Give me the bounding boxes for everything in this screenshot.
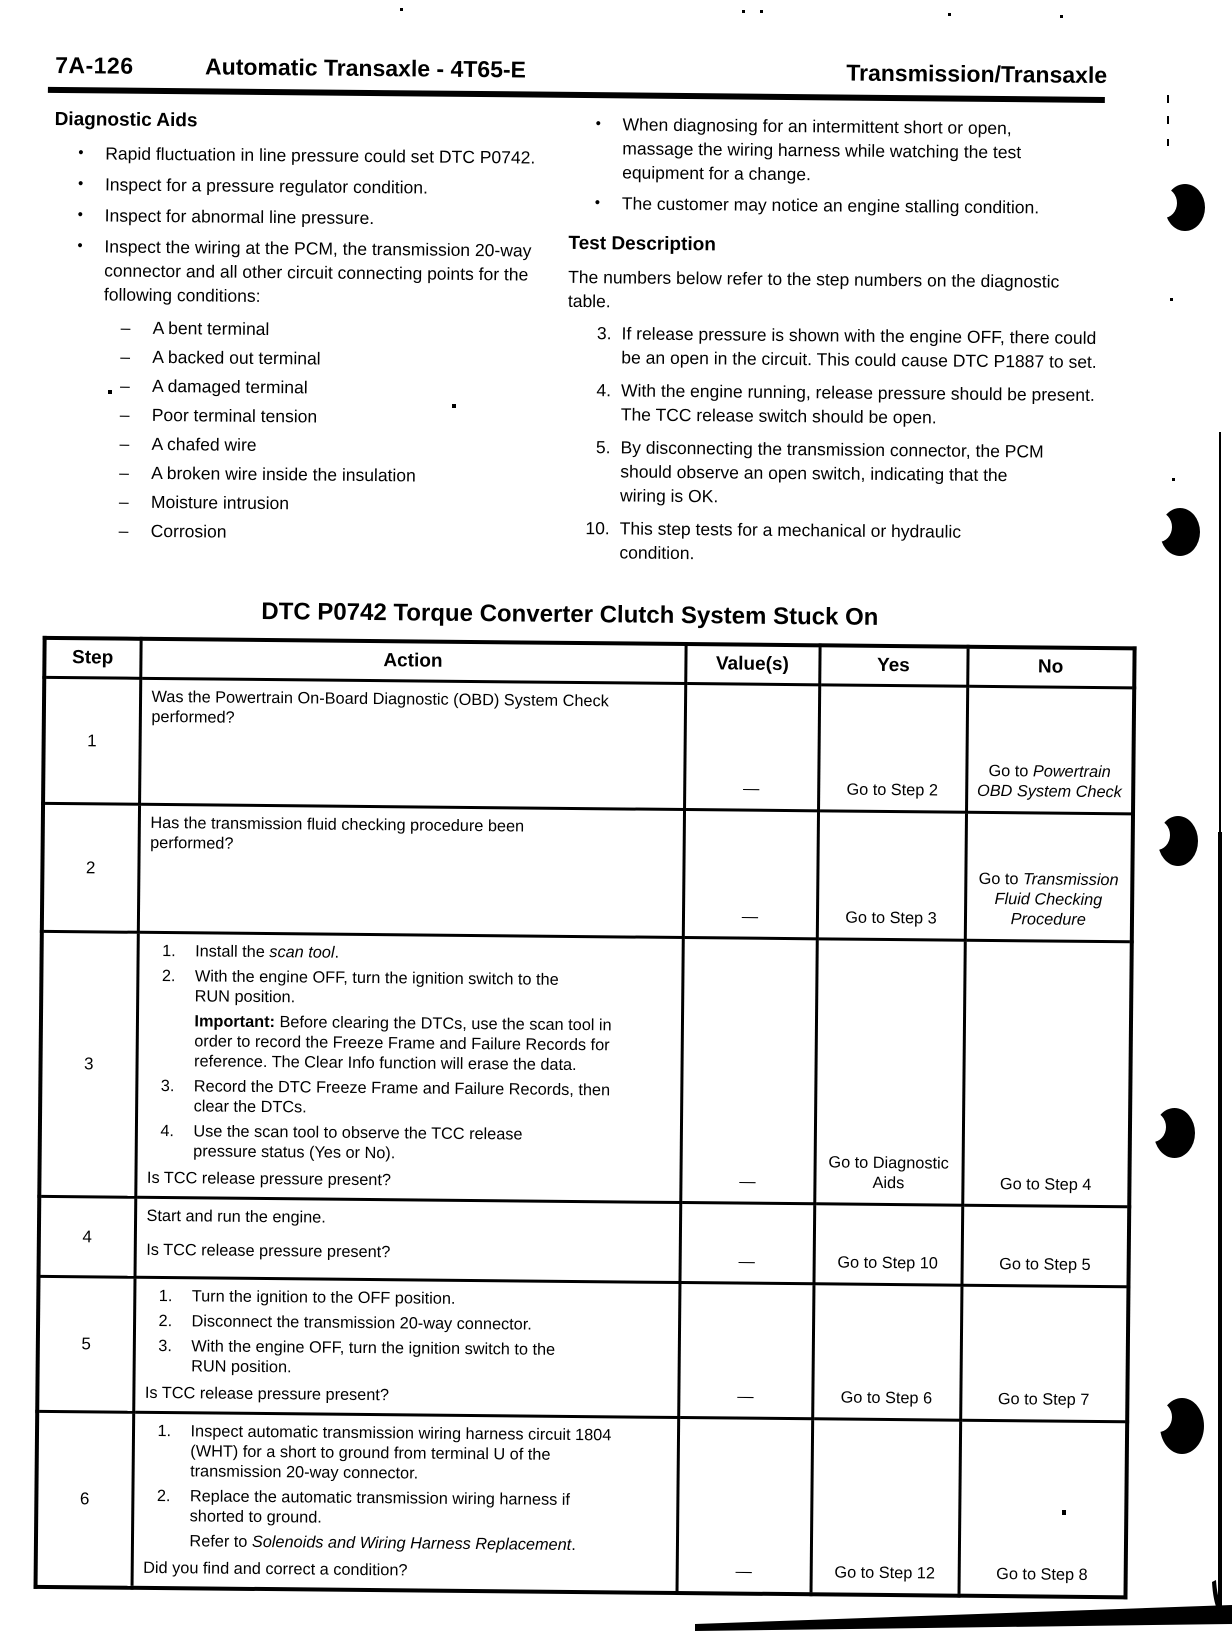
- yes-cell: Go to Step 2: [818, 685, 967, 812]
- dash-glyph: –: [119, 462, 130, 483]
- no-cell: Go to Step 5: [961, 1205, 1129, 1287]
- item-number: 1.: [157, 1421, 172, 1441]
- bullet-glyph: •: [78, 144, 84, 162]
- step-number: 4: [39, 1196, 136, 1277]
- step-number: 5: [37, 1276, 134, 1412]
- test-step-number: 10.: [585, 518, 610, 539]
- item-number: 2.: [158, 1312, 173, 1331]
- action-lead: Start and run the engine.: [146, 1206, 326, 1227]
- test-step-number: 4.: [596, 380, 612, 401]
- item-number: 1.: [158, 1287, 173, 1306]
- item-number: 4.: [160, 1122, 175, 1141]
- item-number: 1.: [162, 942, 176, 961]
- bullet-glyph: •: [595, 115, 601, 133]
- no-cell: Go to Step 4: [962, 940, 1132, 1207]
- value-cell: —: [678, 1283, 813, 1419]
- bullet-glyph: •: [77, 206, 84, 224]
- step-number: 2: [42, 803, 139, 932]
- value-cell: —: [680, 938, 817, 1204]
- dash-glyph: –: [118, 520, 129, 541]
- dash-glyph: –: [119, 375, 130, 396]
- bullet-text: Inspect for a pressure regulator condition.: [104, 174, 429, 198]
- dash-glyph: –: [120, 346, 131, 367]
- col-header-step: Step: [44, 638, 140, 678]
- diagnostic-aids-heading: Diagnostic Aids: [54, 108, 198, 132]
- yes-cell: Go to Step 3: [817, 811, 966, 940]
- item-number: 3.: [160, 1077, 175, 1096]
- item-note: Important: Before clearing the DTCs, use the scan tool in order to record the Freeze Frame and Failure Records for reference. The Clear Info function will erase the data.: [193, 1012, 612, 1075]
- value-cell: —: [679, 1203, 814, 1284]
- item-text: With the engine OFF, turn the ignition switch to the RUN position.: [191, 1337, 556, 1377]
- item-text: With the engine OFF, turn the ignition switch to the RUN position.: [194, 967, 559, 1007]
- test-step-text: By disconnecting the transmission connector, the PCM should observe an open switch, indicating that the wiring is OK.: [619, 437, 1044, 507]
- condition-text: A chafed wire: [151, 433, 257, 455]
- test-step-number: 3.: [596, 323, 612, 344]
- dash-glyph: –: [119, 433, 130, 454]
- bullet-glyph: •: [594, 194, 601, 212]
- item-note: Refer to Solenoids and Wiring Harness Replacement.: [189, 1532, 576, 1555]
- condition-text: A broken wire inside the insulation: [151, 462, 416, 486]
- condition-text: Moisture intrusion: [150, 491, 290, 514]
- test-step-text: If release pressure is shown with the engine OFF, there could be an open in the circuit. This could cause DTC P1887 to set.: [621, 323, 1097, 372]
- test-step-text: This step tests for a mechanical or hydraulic condition.: [619, 518, 962, 564]
- action-question: Is TCC release pressure present?: [146, 1240, 391, 1262]
- value-cell: —: [684, 684, 819, 811]
- value-cell: —: [683, 810, 818, 939]
- bullet-glyph: •: [77, 237, 83, 255]
- item-number: 2.: [161, 967, 176, 986]
- action-question: Was the Powertrain On-Board Diagnostic (OBD) System Check performed?: [151, 687, 609, 727]
- test-description-heading: Test Description: [568, 232, 717, 256]
- yes-cell: Go to Step 6: [812, 1284, 961, 1420]
- no-cell: Go to Step 8: [958, 1420, 1127, 1597]
- step-number: 1: [43, 677, 140, 804]
- step-number: 6: [36, 1411, 134, 1587]
- item-text: Replace the automatic transmission wiring harness if shorted to ground.: [189, 1487, 571, 1527]
- action-question: Did you find and correct a condition?: [143, 1558, 408, 1580]
- action-question: Is TCC release pressure present?: [146, 1168, 392, 1190]
- no-cell: Go to Step 7: [960, 1285, 1128, 1422]
- test-description-intro: The numbers below refer to the step numbers on the diagnostic table.: [567, 266, 1060, 312]
- test-step-text: With the engine running, release pressure should be present. The TCC release switch should be open.: [620, 380, 1095, 428]
- yes-cell: Go to Diagnostic Aids: [814, 939, 965, 1205]
- yes-cell: Go to Step 12: [810, 1419, 960, 1596]
- dash-glyph: –: [118, 491, 129, 512]
- bullet-text: Rapid fluctuation in line pressure could set DTC P0742.: [105, 143, 536, 168]
- bullet-text: Inspect for abnormal line pressure.: [104, 205, 375, 229]
- no-cell: Go to Transmission Fluid Checking Procedure: [965, 812, 1133, 942]
- test-step-number: 5.: [595, 437, 611, 458]
- page-number: 7A-126: [55, 51, 134, 79]
- item-text: Record the DTC Freeze Frame and Failure Records, then clear the DTCs.: [193, 1077, 611, 1117]
- action-question: Has the transmission fluid checking procedure been performed?: [150, 813, 525, 853]
- condition-text: A damaged terminal: [151, 375, 308, 398]
- yes-cell: Go to Step 10: [813, 1204, 962, 1285]
- table-title: DTC P0742 Torque Converter Clutch System Stuck On: [261, 597, 879, 631]
- item-number: 3.: [158, 1337, 173, 1356]
- bullet-text: When diagnosing for an intermittent short or open, massage the wiring harness while watching the test equipment for a change.: [622, 114, 1022, 185]
- condition-text: Poor terminal tension: [151, 404, 318, 427]
- item-text: Use the scan tool to observe the TCC release pressure status (Yes or No).: [193, 1122, 523, 1163]
- bullet-glyph: •: [77, 175, 84, 193]
- col-header-yes: Yes: [819, 645, 967, 686]
- col-header-no: No: [967, 647, 1134, 688]
- item-text: Turn the ignition to the OFF position.: [191, 1287, 456, 1308]
- item-number: 2.: [156, 1486, 171, 1506]
- dash-glyph: –: [120, 317, 131, 338]
- chapter-title: Transmission/Transaxle: [846, 59, 1108, 89]
- item-text: Inspect automatic transmission wiring harness circuit 1804 (WHT) for a short to ground from terminal U of the transmission 20-way connector.: [190, 1422, 612, 1483]
- col-header-values: Value(s): [685, 644, 819, 685]
- bullet-text: Inspect the wiring at the PCM, the transmission 20-way connector and all other circuit connecting points for the following conditions:: [103, 236, 532, 306]
- condition-text: Corrosion: [150, 520, 227, 542]
- condition-text: A backed out terminal: [152, 346, 321, 369]
- no-cell: Go to Powertrain OBD System Check: [966, 686, 1134, 814]
- action-question: Is TCC release pressure present?: [144, 1383, 390, 1405]
- item-text: Install the scan tool.: [195, 942, 340, 962]
- bullet-text: The customer may notice an engine stalling condition.: [621, 193, 1040, 218]
- value-cell: —: [677, 1417, 813, 1594]
- dash-glyph: –: [119, 404, 130, 425]
- condition-text: A bent terminal: [152, 317, 270, 340]
- step-number: 3: [39, 931, 138, 1197]
- item-text: Disconnect the transmission 20-way connector.: [191, 1312, 532, 1334]
- col-header-action: Action: [140, 639, 685, 684]
- section-title: Automatic Transaxle - 4T65-E: [205, 53, 527, 83]
